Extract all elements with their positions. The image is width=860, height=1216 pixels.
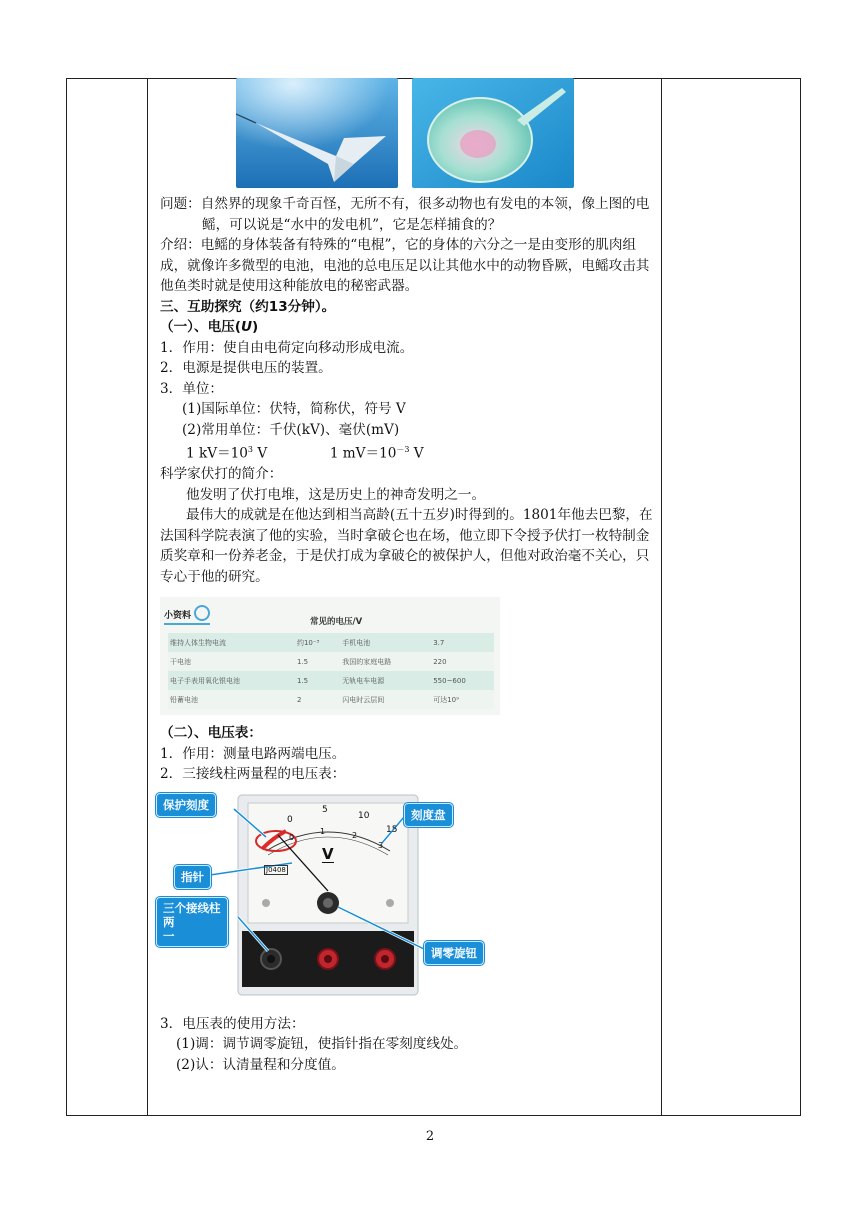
scale-bottom-0: 0 [289, 832, 295, 842]
callout-pointer: 指针 [174, 865, 211, 889]
common-unit: (2)常用单位：千伏(kV)、毫伏(mV) [182, 421, 400, 438]
table-cell: 手机电池 [340, 633, 431, 652]
usage-step-2: (2)认：认清量程和分度值。 [176, 1056, 345, 1073]
scale-top-10: 10 [358, 810, 370, 821]
table-cell: 维持人体生物电流 [168, 633, 295, 652]
intro-paragraph: 介绍：电鳐的身体装备有特殊的“电棍”，它的身体的六分之一是由变形的肌肉组成，就像许多微型的电池，电池的总电压足以让其他水中的动物昏厥，电鳐攻击其他鱼类时就是使用这种能放电的秘密武器。 [160, 237, 650, 294]
model-label: J0408 [266, 865, 286, 874]
manta-ray-photo [236, 78, 398, 188]
scale-bottom-2: 2 [352, 830, 358, 840]
photo-row [160, 78, 657, 188]
table-cell: 220 [431, 652, 494, 671]
table-cell: 闪电时云层间 [340, 690, 431, 709]
voltmeter-type: 2．三接线柱两量程的电压表： [160, 766, 346, 783]
power-source-note: 2．电源是提供电压的装置。 [160, 360, 332, 376]
volta-paragraph-2: 最伟大的成就是在他达到相当高龄(五十五岁)时得到的。1801年他去巴黎，在法国科学院表演了他的实验，当时拿破仑也在场，他立即下令授予伏打一枚特制金质奖章和一份养老金，于是伏打成为拿破仑的被保护人，但他对政治毫不关心，只专心于他的研究。 [160, 507, 653, 585]
table-cell: 电子手表用氧化银电池 [168, 671, 295, 690]
table-cell: 干电池 [168, 652, 295, 671]
main-content-cell [160, 78, 657, 1075]
table-cell: 3.7 [431, 633, 494, 652]
info-badge-icon [194, 605, 210, 621]
callout-terminals-line2: 两 [163, 914, 175, 929]
scale-top-5: 5 [322, 804, 328, 815]
callout-zero-knob: 调零旋钮 [424, 941, 484, 965]
table-row [168, 633, 494, 652]
page-number: 2 [425, 1129, 435, 1144]
unit-conversions: 1 $kV=10^3$ V 1 $mV=10^{-3}$ V [186, 445, 424, 462]
scale-top-15: 15 [386, 824, 398, 835]
table-cell: 铅蓄电池 [168, 690, 295, 709]
table-title: 常见的电压/V [310, 617, 363, 628]
callout-terminals-line3: 一 [163, 928, 175, 943]
column-divider-1 [147, 79, 148, 1115]
common-voltages-figure [160, 597, 500, 715]
callout-protect-scale: 保护刻度 [156, 793, 216, 817]
question-paragraph: 问题：自然界的现象千奇百怪，无所不有，很多动物也有发电的本领，像上图的电鳐，可以说是“水中的发电机”，它是怎样捕食的？ [160, 196, 650, 233]
table-cell: 2 [295, 690, 340, 709]
volta-paragraph-1: 他发明了伏打电堆，这是历史上的神奇发明之一。 [186, 486, 486, 503]
voltage-function: 1．作用：使自由电荷定向移动形成电流。 [160, 339, 414, 356]
table-cell: 1.5 [295, 671, 340, 690]
table-cell: 约10⁻³ [295, 633, 340, 652]
usage-step-1: (1)调：调节调零旋钮，使指针指在零刻度线处。 [176, 1036, 468, 1053]
callout-terminals [156, 897, 228, 947]
voltmeter-heading: （二）、电压表： [160, 725, 262, 742]
electric-ray-photo [412, 78, 574, 188]
callout-terminals-line1: 三个接线柱 [163, 900, 221, 915]
table-cell: 我国的家庭电路 [340, 652, 431, 671]
table-row [168, 690, 494, 709]
scale-bottom-1: 1 [320, 826, 326, 836]
info-badge: 小资料 [164, 603, 210, 625]
voltmeter-function: 1．作用：测量电路两端电压。 [160, 745, 346, 762]
callout-dial: 刻度盘 [404, 803, 453, 827]
table-row [168, 671, 494, 690]
voltage-heading: （一）、电压(U) [160, 319, 259, 335]
table-cell: 1.5 [295, 652, 340, 671]
section3-heading: 三、互助探究（约13分钟）。 [160, 298, 336, 315]
table-cell: 无轨电车电源 [340, 671, 431, 690]
scale-top-0: 0 [287, 814, 293, 825]
common-voltages-table [168, 633, 494, 709]
voltmeter-figure [156, 791, 506, 1006]
volta-title: 科学家伏打的简介： [160, 466, 283, 483]
voltmeter-symbol: V [322, 844, 334, 863]
usage-heading: 3．电压表的使用方法： [160, 1015, 305, 1032]
si-unit: (1)国际单位：伏特，简称伏，符号 V [182, 401, 406, 417]
table-cell: 可达10⁹ [431, 690, 494, 709]
scale-bottom-3: 3 [378, 840, 384, 850]
column-divider-2 [661, 79, 662, 1115]
table-row [168, 652, 494, 671]
unit-heading: 3．单位： [160, 380, 224, 397]
table-cell: 550~600 [431, 671, 494, 690]
